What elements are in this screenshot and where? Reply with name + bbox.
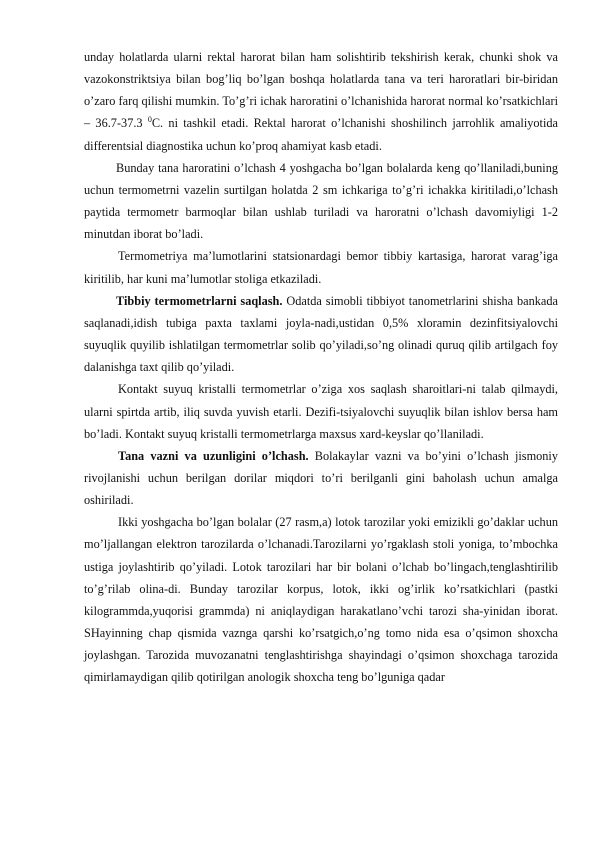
section-heading-weight-height: Tana vazni va uzunligini o’lchash.: [118, 448, 309, 463]
document-page: [84, 46, 558, 689]
paragraph-contact-thermometers: Kontakt suyuq kristalli termometrlar o’ziga xos saqlash sharoitlari-ni talab qilmaydi, ularni spirtda artib, iliq suvda yuvish etarli. Dezifi-tsiyalovchi suyuqlik bilan ishlov bersa ham bo’ladi. Kontakt suyuq kristalli termometrlarga maxsus xard-keyslar qo’llaniladi.: [84, 382, 558, 441]
paragraph-thermometry-records: Termometriya ma’lumotlarini statsionardagi bemor tibbiy kartasiga, harorat varag’iga kiritilib, har kuni ma’lumotlar stoliga etkaziladi.: [84, 249, 558, 286]
section-heading-storage: Tibbiy termometrlarni saqlash.: [116, 293, 283, 308]
paragraph-scales: Ikki yoshgacha bo’lgan bolalar (27 rasm,a) lotok tarozilar yoki emizikli go’daklar uchun mo’ljallangan elektron tarozilarda o’lchanadi.Tarozilarni yo’rgaklash stoli yoniga, to’mbochka ustiga joylashtirib qo’yiladi. Lotok tarozilari har bir bolani o’lchab bo’lingach,tenglashtirilib to’g’rilab olina-di. Bunday tarozilar korpus, lotok, ikki og’irlik ko’rsatkichlari (pastki kilogrammda,yuqorisi grammda) ni aniqlaydigan harakatlano’vchi tarozi sha-yinidan iborat. SHayinning chap qismida vaznga qarshi ko’rsatgich,o’ng tomo nida esa o’qsimon shoxcha joylashgan. Tarozida muvozanatni tenglashtirishga shayindagi o’qsimon shoxchaga tarozida qimirlamaydigan qilib qotirilgan anologik shoxcha teng bo’lguniga qadar: [84, 515, 558, 685]
paragraph-thermometer-storage: Tibbiy termometrlarni saqlash. Odatda simobli tibbiyot tanometrlarini shisha bankada saqlanadi,idish tubiga paxta taxlami joyla-nadi,ustidan 0,5% xloramin dezinfitsiyalovchi suyuqlik quyilib ishlatilgan termometrlar solib qo’yiladi,so’ng olinadi quruq qilib artilgach foy dalanishga taxt qilib qo’yiladi.: [84, 293, 558, 375]
paragraph-weight-height: Tana vazni va uzunligini o’lchash. Bolakaylar vazni va bo’yini o’lchash jismoniy rivojlanishi uchun berilgan dorilar miqdori to’ri berilganli gini baholash uchun amalga oshiriladi.: [84, 448, 558, 508]
degree-superscript: 0: [147, 115, 152, 125]
paragraph-measurement-method: Bunday tana haroratini o’lchash 4 yoshgacha bo’lgan bolalarda keng qo’llaniladi,buning uchun termometrni vazelin surtilgan holatda 2 sm ichkariga to’g’ri ichakka kiritiladi,o’lchash paytida termometr barmoqlar bilan ushlab turiladi va haroratni o’lchash davomiyligi 1-2 minutdan iborat bo’ladi.: [84, 160, 558, 242]
paragraph-rectal-temperature: unday holatlarda ularni rektal harorat bilan ham solishtirib tekshirish kerak, chunki shok va vazokonstriktsiya bilan bog’liq bo’lgan boshqa holatlarda tana va teri haroratlari bir-biridan o’zaro farq qilishi mumkin. To’g’ri ichak haroratini o’lchanishida harorat normal ko’rsatkichlari – 36.7-37.3 $^0$C. ni tashkil etadi. Rektal harorat o’lchanishi shoshilinch jarrohlik amaliyotida differentsial diagnostika uchun ko’proq ahamiyat kasb etadi.: [84, 50, 558, 153]
